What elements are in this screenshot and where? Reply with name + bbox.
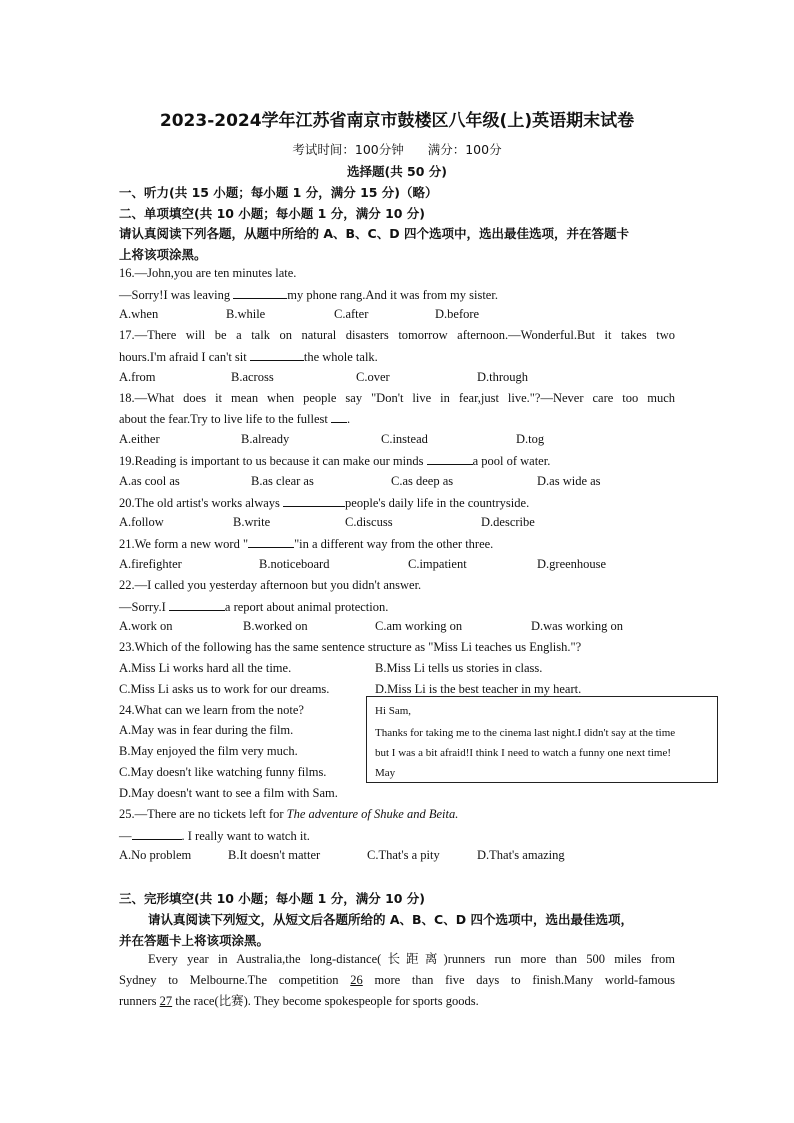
- q20-option-d: D.describe: [481, 515, 535, 529]
- q22-option-c: C.am working on: [375, 619, 463, 633]
- q23-option-c: C.Miss Li asks us to work for our dreams.: [119, 682, 330, 696]
- q16-option-a: A.when: [119, 307, 159, 321]
- answer-blank: [233, 287, 287, 299]
- exam-time: 考试时间：100分钟: [292, 142, 404, 157]
- q20-option-b: B.write: [233, 515, 271, 529]
- q25-line1: 25.—There are no tickets left for The adventure of Shuke and Beita.: [119, 807, 459, 821]
- note-signature: May: [375, 767, 396, 779]
- q18-line2: about the fear.Try to live life to the fullest .: [119, 412, 351, 426]
- q20-option-c: C.discuss: [345, 515, 393, 529]
- q21-option-c: C.impatient: [408, 557, 467, 571]
- q24-option-c: C.May doesn't like watching funny films.: [119, 765, 327, 779]
- q17-option-b: B.across: [231, 370, 274, 384]
- q21-option-d: D.greenhouse: [537, 557, 607, 571]
- q20-line1: 20.The old artist's works always people's daily life in the countryside.: [119, 496, 530, 510]
- q18-option-a: A.either: [119, 432, 160, 446]
- answer-blank: [132, 828, 182, 840]
- q25-option-b: B.It doesn't matter: [228, 848, 321, 862]
- passage-line2: Sydney to Melbourne.The competition 26 more than five days to finish.Many world-famous: [119, 973, 675, 987]
- q18-option-c: C.instead: [381, 432, 428, 446]
- q22-option-b: B.worked on: [243, 619, 308, 633]
- full-score: 满分：100分: [427, 142, 502, 157]
- q23-option-d: D.Miss Li is the best teacher in my heart.: [375, 682, 582, 696]
- q25-option-a: A.No problem: [119, 848, 192, 862]
- section2-instruction-2: 上将该项涂黑。: [119, 247, 207, 262]
- q17-line2: hours.I'm afraid I can't sit the whole talk.: [119, 350, 378, 364]
- answer-blank: [331, 411, 347, 423]
- q25-option-c: C.That's a pity: [367, 848, 440, 862]
- q25-option-d: D.That's amazing: [477, 848, 565, 862]
- blank-27: 27: [159, 994, 173, 1008]
- q20-option-a: A.follow: [119, 515, 164, 529]
- blank-26: 26: [350, 973, 363, 987]
- q24-option-b: B.May enjoyed the film very much.: [119, 744, 298, 758]
- q22-line1: 22.—I called you yesterday afternoon but you didn't answer.: [119, 578, 422, 592]
- q21-option-a: A.firefighter: [119, 557, 182, 571]
- q22-line2: —Sorry.I a report about animal protection.: [119, 600, 389, 614]
- q21-line1: 21.We form a new word " "in a different way from the other three.: [119, 537, 494, 551]
- q17-option-d: D.through: [477, 370, 529, 384]
- section3-heading: 三、完形填空(共 10 小题；每小题 1 分，满分 10 分): [119, 891, 426, 906]
- q18-line1: 18.—What does it mean when people say "Don't live in fear,just live."?—Never care too much: [119, 391, 675, 405]
- q16-option-c: C.after: [334, 307, 369, 321]
- answer-blank: [169, 599, 225, 611]
- note-box: [366, 696, 718, 783]
- q16-line2: —Sorry!I was leaving my phone rang.And it was from my sister.: [119, 288, 498, 302]
- section3-instruction-2: 并在答题卡上将该项涂黑。: [119, 933, 270, 948]
- q21-option-b: B.noticeboard: [259, 557, 330, 571]
- q17-option-a: A.from: [119, 370, 156, 384]
- q19-option-b: B.as clear as: [251, 474, 314, 488]
- q19-option-a: A.as cool as: [119, 474, 180, 488]
- q22-option-a: A.work on: [119, 619, 173, 633]
- part-title: 选择题(共 50 分): [346, 164, 448, 179]
- passage-line3: runners 27 the race(比赛). They become spokespeople for sports goods.: [119, 994, 479, 1008]
- exam-title: 2023-2024学年江苏省南京市鼓楼区八年级(上)英语期末试卷: [159, 111, 635, 131]
- q23-option-a: A.Miss Li works hard all the time.: [119, 661, 292, 675]
- passage-line1: Every year in Australia,the long-distance(长距离)runners run more than 500 miles from: [148, 952, 675, 966]
- q25-line2: — . I really want to watch it.: [119, 829, 310, 843]
- q16-line1: 16.—John,you are ten minutes late.: [119, 266, 297, 280]
- exam-info: [0, 140, 794, 158]
- section1-heading: 一、听力(共 15 小题；每小题 1 分，满分 15 分)（略）: [119, 185, 438, 200]
- q24-option-a: A.May was in fear during the film.: [119, 723, 294, 737]
- q23-line1: 23.Which of the following has the same sentence structure as "Miss Li teaches us English."?: [119, 640, 582, 654]
- answer-blank: [250, 349, 304, 361]
- q23-option-b: B.Miss Li tells us stories in class.: [375, 661, 543, 675]
- q16-option-b: B.while: [226, 307, 266, 321]
- answer-blank: [248, 536, 294, 548]
- q19-line1: 19.Reading is important to us because it can make our minds a pool of water.: [119, 454, 551, 468]
- q16-option-d: D.before: [435, 307, 480, 321]
- note-line: but I was a bit afraid!I think I need to watch a funny one next time!: [375, 747, 671, 759]
- q17-line1: 17.—There will be a talk on natural disasters tomorrow afternoon.—Wonderful.But it takes two: [119, 328, 675, 342]
- note-greeting: Hi Sam,: [375, 705, 412, 717]
- q18-option-d: D.tog: [516, 432, 545, 446]
- q24-option-d: D.May doesn't want to see a film with Sam.: [119, 786, 338, 800]
- q22-option-d: D.was working on: [531, 619, 624, 633]
- q19-option-c: C.as deep as: [391, 474, 454, 488]
- q19-option-d: D.as wide as: [537, 474, 601, 488]
- q24-line1: 24.What can we learn from the note?: [119, 703, 304, 717]
- q18-option-b: B.already: [241, 432, 290, 446]
- section3-instruction-1: 请认真阅读下列短文，从短文后各题所给的 A、B、C、D 四个选项中，选出最佳选项，: [148, 912, 633, 927]
- q17-option-c: C.over: [356, 370, 390, 384]
- note-line: Thanks for taking me to the cinema last night.I didn't say at the time: [375, 727, 676, 739]
- section2-instruction-1: 请认真阅读下列各题，从题中所给的 A、B、C、D 四个选项中，选出最佳选项，并在答题卡: [119, 226, 629, 241]
- section2-heading: 二、单项填空(共 10 小题；每小题 1 分，满分 10 分): [119, 206, 426, 221]
- answer-blank: [283, 495, 345, 507]
- answer-blank: [427, 453, 473, 465]
